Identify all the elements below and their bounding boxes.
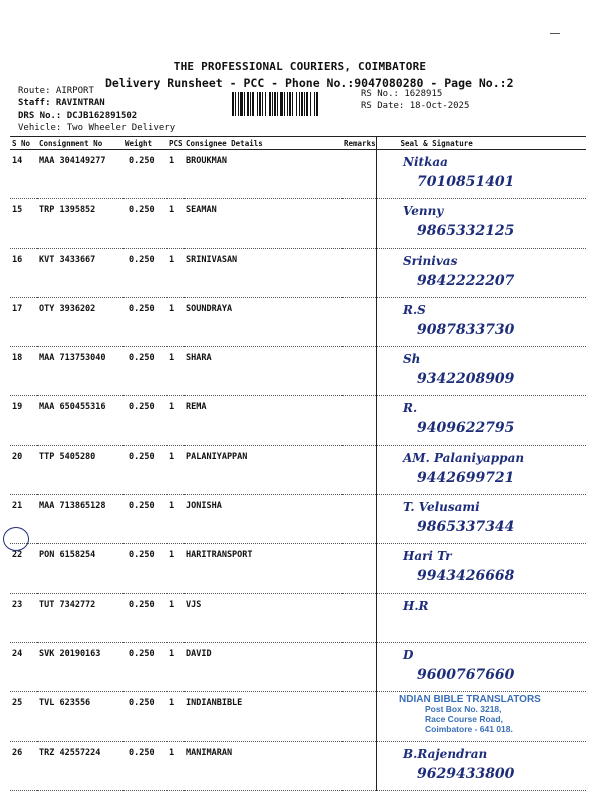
pcs-value: 1: [167, 445, 184, 494]
signature-cell: [376, 544, 586, 593]
staff-label: Staff: RAVINTRAN: [18, 98, 105, 108]
pcs-value: 1: [167, 396, 184, 445]
col-consignee: Consignee Details: [184, 137, 342, 150]
consignee-name: PALANIYAPPAN: [184, 445, 342, 494]
remarks-cell: [342, 593, 376, 642]
pcs-value: 1: [167, 297, 184, 346]
row-sno: 18: [10, 347, 37, 396]
pcs-value: 1: [167, 347, 184, 396]
barcode-bar: [235, 92, 236, 116]
table-row: [10, 593, 586, 642]
handwritten-signature: [377, 347, 587, 391]
handwritten-phone: 9943426668: [416, 568, 514, 585]
handwritten-phone: 9442699721: [416, 469, 514, 486]
consignee-name: SRINIVASAN: [184, 248, 342, 297]
handwritten-phone: 9087833730: [416, 321, 514, 338]
signature-cell: [376, 297, 586, 346]
table-row: [10, 396, 586, 445]
barcode-bar: [304, 92, 305, 116]
barcode-bar: [250, 92, 251, 116]
signature-cell: [376, 347, 586, 396]
consignment-number: MAA 304149277: [37, 150, 123, 199]
handwritten-signature: [377, 692, 587, 736]
barcode-bar: [274, 92, 276, 116]
barcode-bar: [280, 92, 283, 116]
remarks-cell: [342, 396, 376, 445]
barcode-bar: [296, 92, 297, 116]
barcode-image: [232, 92, 356, 116]
weight-value: 0.250: [123, 544, 167, 593]
corner-mark: [550, 33, 560, 34]
signature-cell: [376, 150, 586, 199]
row-sno: 21: [10, 495, 37, 544]
consignment-number: TRZ 42557224: [37, 741, 123, 790]
table-row: [10, 692, 586, 741]
table-row: [10, 347, 586, 396]
signature-scribble: T. Velusami: [402, 500, 480, 515]
signature-scribble: Sh: [402, 352, 420, 367]
barcode-bar: [284, 92, 285, 116]
table-row: [10, 445, 586, 494]
consignee-name: HARITRANSPORT: [184, 544, 342, 593]
consignee-name: INDIANBIBLE: [184, 692, 342, 741]
row-sno: 19: [10, 396, 37, 445]
weight-value: 0.250: [123, 248, 167, 297]
barcode-bar: [310, 92, 311, 116]
signature-scribble: D: [402, 647, 413, 662]
signature-scribble: Hari Tr: [402, 549, 452, 564]
table-row: [10, 642, 586, 691]
consignee-name: SHARA: [184, 347, 342, 396]
pcs-value: 1: [167, 150, 184, 199]
signature-cell: [376, 741, 586, 790]
remarks-cell: [342, 150, 376, 199]
runsheet-table: [10, 136, 586, 791]
table-header: [10, 137, 586, 150]
weight-value: 0.250: [123, 692, 167, 741]
rs-date: RS Date: 18-Oct-2025: [361, 101, 470, 111]
col-pcs: PCS: [169, 138, 183, 148]
pcs-value: 1: [167, 642, 184, 691]
signature-scribble: Srinivas: [402, 253, 457, 268]
route-label: Route: AIRPORT: [18, 86, 94, 96]
barcode-bar: [265, 92, 266, 116]
consignee-name: MANIMARAN: [184, 741, 342, 790]
barcode-bar: [252, 92, 254, 116]
handwritten-signature: [377, 298, 587, 342]
consignment-number: TVL 623556: [37, 692, 123, 741]
row-sno: 14: [10, 150, 37, 199]
remarks-cell: [342, 544, 376, 593]
barcode-bar: [244, 92, 245, 116]
barcode-bar: [316, 92, 318, 116]
hand-circle-mark: [3, 527, 29, 551]
handwritten-phone: 9842222207: [416, 272, 514, 289]
handwritten-signature: [377, 643, 587, 687]
handwritten-phone: 9865332125: [416, 223, 514, 240]
barcode-bar: [247, 92, 249, 116]
handwritten-signature: [377, 544, 587, 588]
weight-value: 0.250: [123, 495, 167, 544]
weight-value: 0.250: [123, 347, 167, 396]
barcode-bar: [262, 92, 263, 116]
barcode-bar: [272, 92, 273, 116]
barcode-bar: [301, 92, 303, 116]
barcode-bar: [238, 92, 239, 116]
pcs-value: 1: [167, 593, 184, 642]
table-row: [10, 495, 586, 544]
vehicle-label: Vehicle: Two Wheeler Delivery: [18, 123, 176, 133]
handwritten-signature: [377, 495, 587, 539]
handwritten-signature: [377, 446, 587, 490]
remarks-cell: [342, 692, 376, 741]
stamp-line: Coimbatore - 641 018.: [424, 724, 513, 735]
pcs-value: 1: [167, 544, 184, 593]
col-seal-signature: Seal & Signature: [376, 137, 586, 150]
barcode-bar: [277, 92, 278, 116]
col-consignment: Consignment No: [37, 137, 123, 150]
signature-scribble: B.Rajendran: [402, 746, 487, 761]
consignment-number: TUT 7342772: [37, 593, 123, 642]
table-row: [10, 248, 586, 297]
weight-value: 0.250: [123, 297, 167, 346]
handwritten-signature: [377, 742, 587, 786]
pcs-value: 1: [167, 495, 184, 544]
pcs-value: 1: [167, 692, 184, 741]
signature-cell: [376, 642, 586, 691]
weight-value: 0.250: [123, 445, 167, 494]
consignee-name: JONISHA: [184, 495, 342, 544]
signature-cell: [376, 593, 586, 642]
handwritten-signature: [377, 249, 587, 293]
consignee-name: DAVID: [184, 642, 342, 691]
col-remarks: Remarks: [344, 138, 376, 148]
weight-value: 0.250: [123, 396, 167, 445]
row-sno: 22: [10, 544, 37, 593]
col-sno: S No: [10, 137, 37, 150]
barcode-bar: [269, 92, 271, 116]
handwritten-signature: [377, 396, 587, 440]
rs-number: RS No.: 1628915: [361, 89, 443, 99]
handwritten-phone: 9409622795: [416, 420, 514, 437]
runsheet-subtitle: Delivery Runsheet - PCC - Phone No.:9047080280 - Page No.:2: [105, 76, 514, 90]
consignment-number: MAA 713865128: [37, 495, 123, 544]
row-sno: 23: [10, 593, 37, 642]
table-row: [10, 199, 586, 248]
pcs-value: 1: [167, 199, 184, 248]
weight-value: 0.250: [123, 593, 167, 642]
consignee-name: SOUNDRAYA: [184, 297, 342, 346]
consignee-name: SEAMAN: [184, 199, 342, 248]
company-title: THE PROFESSIONAL COURIERS, COIMBATORE: [173, 60, 427, 73]
drs-number: DRS No.: DCJB162891502: [18, 111, 138, 121]
table-row: [10, 544, 586, 593]
signature-scribble: Nitkaa: [402, 155, 448, 169]
signature-cell: [376, 248, 586, 297]
remarks-cell: [342, 642, 376, 691]
consignment-number: MAA 713753040: [37, 347, 123, 396]
pcs-value: 1: [167, 248, 184, 297]
remarks-cell: [342, 297, 376, 346]
signature-cell: [376, 495, 586, 544]
row-sno: 16: [10, 248, 37, 297]
consignee-name: REMA: [184, 396, 342, 445]
remarks-cell: [342, 199, 376, 248]
signature-scribble: H.R: [402, 598, 428, 613]
weight-value: 0.250: [123, 199, 167, 248]
barcode-bar: [292, 92, 293, 116]
consignee-name: BROUKMAN: [184, 150, 342, 199]
pcs-value: 1: [167, 741, 184, 790]
signature-cell: [376, 445, 586, 494]
table-row: [10, 741, 586, 790]
col-weight: Weight: [123, 137, 167, 150]
barcode-bar: [314, 92, 315, 116]
weight-value: 0.250: [123, 150, 167, 199]
row-sno: 26: [10, 741, 37, 790]
barcode-bar: [299, 92, 300, 116]
consignment-number: SVK 20190163: [37, 642, 123, 691]
handwritten-phone: 9600767660: [416, 666, 514, 683]
barcode-bar: [257, 92, 258, 116]
signature-scribble: AM. Palaniyappan: [402, 450, 524, 465]
weight-value: 0.250: [123, 642, 167, 691]
consignee-name: VJS: [184, 593, 342, 642]
handwritten-phone: 9629433800: [416, 765, 514, 782]
signature-cell: [376, 199, 586, 248]
handwritten-signature: [377, 594, 587, 638]
remarks-cell: [342, 347, 376, 396]
barcode-bar: [240, 92, 243, 116]
table-row: [10, 297, 586, 346]
weight-value: 0.250: [123, 741, 167, 790]
handwritten-phone: 9342208909: [416, 371, 514, 388]
consignment-number: PON 6158254: [37, 544, 123, 593]
handwritten-phone: 9865337344: [416, 519, 514, 536]
handwritten-signature: [377, 199, 587, 243]
signature-cell: [376, 396, 586, 445]
barcode-bar: [232, 92, 234, 116]
signature-scribble: R.S: [402, 302, 426, 317]
signature-scribble: Venny: [402, 204, 443, 219]
barcode-bar: [259, 92, 261, 116]
barcode-bar: [287, 92, 288, 116]
stamp-line: NDIAN BIBLE TRANSLATORS: [398, 694, 541, 706]
remarks-cell: [342, 248, 376, 297]
consignment-number: TRP 1395852: [37, 199, 123, 248]
signature-scribble: R.: [402, 401, 417, 416]
table-row: [10, 150, 586, 199]
row-sno: 24: [10, 642, 37, 691]
stamp-line: Race Course Road,: [424, 714, 503, 725]
barcode-bar: [289, 92, 291, 116]
row-sno: 25: [10, 692, 37, 741]
consignment-number: TTP 5405280: [37, 445, 123, 494]
consignment-number: KVT 3433667: [37, 248, 123, 297]
consignment-number: MAA 650455316: [37, 396, 123, 445]
signature-cell: [376, 692, 586, 741]
row-sno: 15: [10, 199, 37, 248]
row-sno: 17: [10, 297, 37, 346]
remarks-cell: [342, 495, 376, 544]
handwritten-phone: 7010851401: [416, 174, 514, 190]
row-sno: 20: [10, 445, 37, 494]
stamp-line: Post Box No. 3218,: [424, 704, 502, 715]
consignment-number: OTY 3936202: [37, 297, 123, 346]
handwritten-signature: [377, 150, 587, 194]
remarks-cell: [342, 741, 376, 790]
remarks-cell: [342, 445, 376, 494]
barcode-bar: [306, 92, 308, 116]
